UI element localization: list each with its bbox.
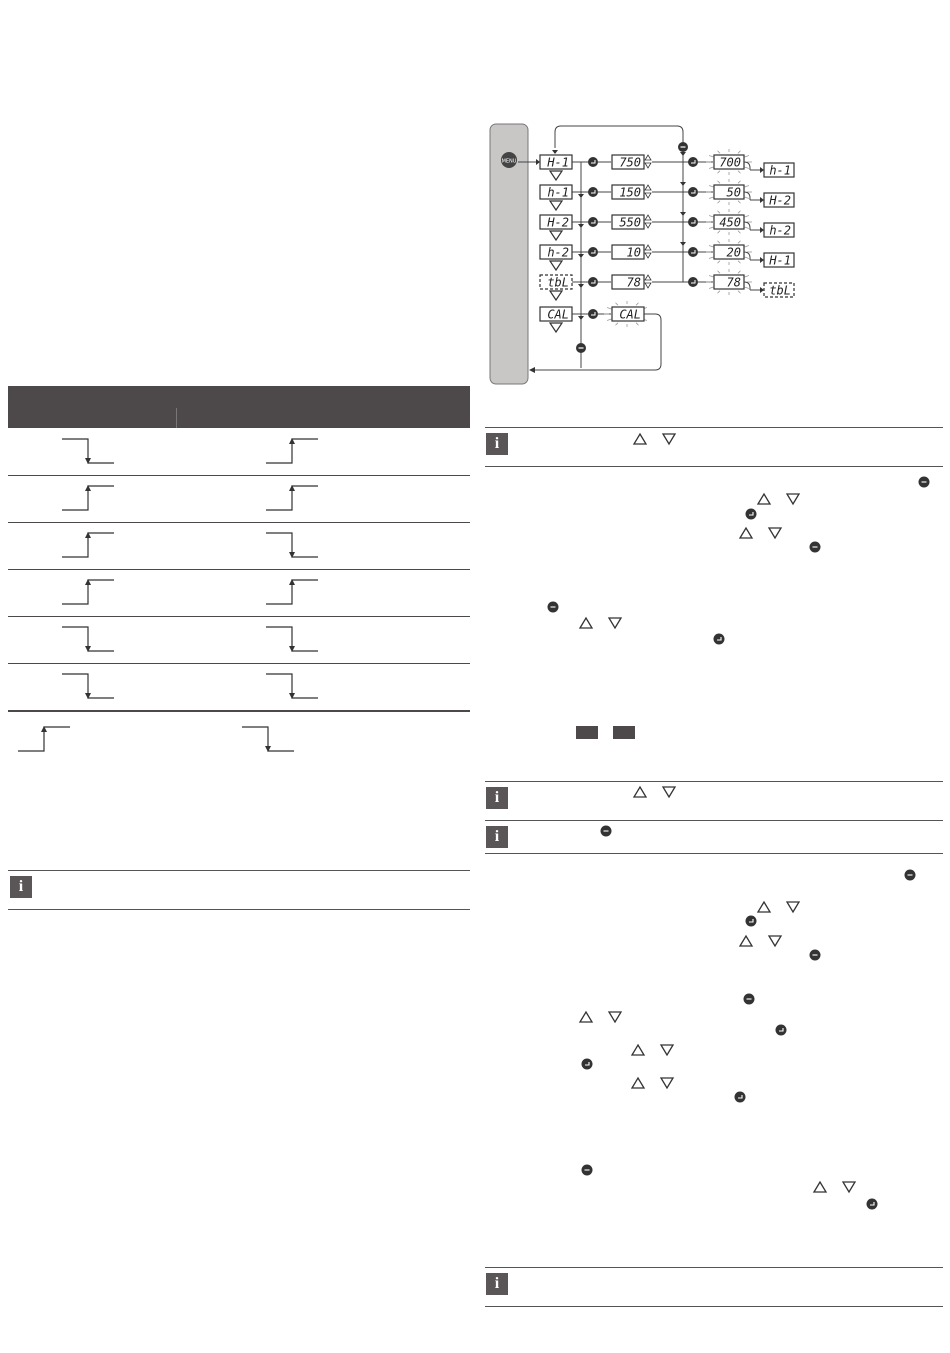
up-arrow-icon [634, 434, 646, 444]
lcd-value: 750 [619, 155, 641, 170]
enter-icon [714, 634, 725, 645]
enter-icon [735, 1092, 746, 1103]
lcd-value: 10 [626, 245, 641, 260]
enter-icon [746, 916, 757, 927]
lcd-value: 150 [619, 185, 641, 200]
down-arrow-icon [663, 434, 675, 444]
info-icon: i [486, 826, 508, 848]
enter-icon [582, 1059, 593, 1070]
up-arrow-icon [632, 1078, 644, 1088]
lcd-value: h-1 [547, 185, 569, 200]
down-arrow-icon [609, 618, 621, 628]
lcd-value: 78 [626, 275, 641, 290]
info-icon: i [486, 787, 508, 809]
up-arrow-icon [634, 787, 646, 797]
lcd-value: CAL [619, 307, 641, 322]
down-arrow-icon [769, 936, 781, 946]
menu-button-label: MENU [501, 158, 517, 165]
lcd-value: H-1 [769, 253, 791, 268]
info-icon: i [486, 1273, 508, 1295]
lcd-value: 550 [619, 215, 641, 230]
lcd-value: H-2 [769, 193, 791, 208]
lcd-value: 700 [719, 155, 741, 170]
up-arrow-icon [740, 528, 752, 538]
down-arrow-icon [787, 494, 799, 504]
down-arrow-icon [661, 1045, 673, 1055]
info-icon: i [10, 876, 32, 898]
down-arrow-icon [663, 787, 675, 797]
up-arrow-icon [580, 1012, 592, 1022]
enter-icon [867, 1199, 878, 1210]
lcd-value: 20 [726, 245, 741, 260]
lcd-value: 50 [726, 185, 741, 200]
up-arrow-icon [758, 494, 770, 504]
lcd-value: 450 [719, 215, 741, 230]
lcd-value: h-2 [547, 245, 569, 260]
down-arrow-icon [787, 902, 799, 912]
lcd-value: CAL [547, 307, 569, 322]
enter-icon [746, 509, 757, 520]
lcd-value: H-1 [547, 155, 569, 170]
lcd-value: H-2 [547, 215, 569, 230]
lcd-value: tbL [547, 275, 569, 290]
lcd-value: 78 [726, 275, 741, 290]
down-arrow-icon [769, 528, 781, 538]
enter-icon [776, 1025, 787, 1036]
lcd-value: h-1 [769, 163, 791, 178]
down-arrow-icon [609, 1012, 621, 1022]
up-arrow-icon [740, 936, 752, 946]
info-icon: i [486, 433, 508, 455]
lcd-value: tbL [769, 283, 791, 298]
down-arrow-icon [843, 1182, 855, 1192]
down-arrow-icon [661, 1078, 673, 1088]
up-arrow-icon [632, 1045, 644, 1055]
up-arrow-icon [814, 1182, 826, 1192]
lcd-value: h-2 [769, 223, 791, 238]
up-arrow-icon [580, 618, 592, 628]
up-arrow-icon [758, 902, 770, 912]
